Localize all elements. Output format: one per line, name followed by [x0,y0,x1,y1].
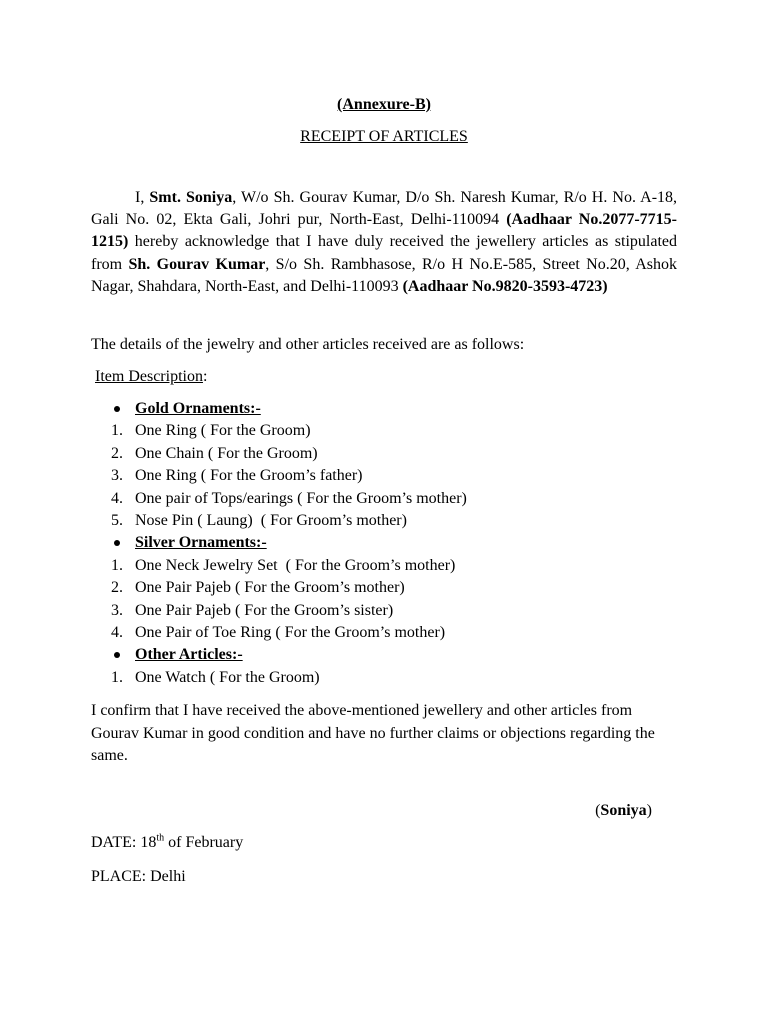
item-text: One Pair of Toe Ring ( For the Groom’s mother) [135,623,446,641]
giver-aadhaar: (Aadhaar No.9820-3593-4723) [402,277,608,295]
item-number: 1. [111,422,123,440]
item-text: Nose Pin ( Laung) ( For Groom’s mother) [135,511,407,529]
date-label: DATE: 18 [91,834,157,851]
item-text: One Ring ( For the Groom) [135,422,311,440]
list-item [0,420,768,442]
date-rest: of February [164,834,244,851]
list-item [0,510,768,532]
signature-name: Soniya [600,802,647,819]
intro-text-1: I, [135,189,150,206]
item-description-colon: : [202,368,208,385]
annexure-heading: (Annexure-B) [337,96,431,113]
place-line: PLACE: Delhi [91,868,186,885]
item-text: One Pair Pajeb ( For the Groom’s mother) [135,579,405,597]
item-number: 1. [111,668,123,686]
bullet-icon [114,406,120,412]
list-item [0,555,768,577]
list-item [0,667,768,689]
acknowledgement-paragraph [91,187,677,298]
intro-text-4: , S/o Sh. Rambhasose, R/o H No.E-585, Street No.20, Ashok Nagar, Shahdara, North-East, and Delhi-110093 [91,255,678,295]
section-heading-gold [0,398,768,420]
item-text: One Chain ( For the Groom) [135,444,318,462]
item-text: One Watch ( For the Groom) [135,668,320,686]
item-number: 3. [111,601,123,619]
item-number: 4. [111,489,123,507]
intro-text-3: hereby acknowledge that I have duly received the jewellery articles as stipulated from [91,233,677,273]
list-item [0,488,768,510]
signature [595,800,652,822]
signature-open-paren: ( [595,802,601,819]
bullet-icon [114,652,120,658]
articles-list [0,398,768,689]
document-title: RECEIPT OF ARTICLES [300,128,468,145]
list-item [0,600,768,622]
list-item [0,443,768,465]
item-text: One Pair Pajeb ( For the Groom’s sister) [135,601,394,619]
section-heading-silver [0,532,768,554]
confirmation-paragraph: I confirm that I have received the above-mentioned jewellery and other articles from Gourav Kumar in good condition and have no further claims or objections regarding the same. [91,702,655,764]
other-heading: Other Articles:- [135,646,243,664]
item-number: 2. [111,579,123,597]
silver-heading: Silver Ornaments:- [135,534,267,552]
item-number: 4. [111,623,123,641]
recipient-aadhaar: (Aadhaar No.2077-7715-1215) [91,211,678,251]
list-item [0,465,768,487]
list-item [0,622,768,644]
details-line: The details of the jewelry and other articles received are as follows: [91,336,525,353]
item-text: One Ring ( For the Groom’s father) [135,467,363,485]
item-number: 3. [111,467,123,485]
date-ordinal: th [156,832,165,844]
bullet-icon [114,540,120,546]
section-heading-other [0,644,768,666]
item-number: 5. [111,511,123,529]
recipient-name: Smt. Soniya [149,189,233,206]
date-line [91,832,243,854]
item-description-label: Item Description [95,368,203,385]
giver-name: Sh. Gourav Kumar [128,255,266,273]
gold-heading: Gold Ornaments:- [135,400,261,417]
signature-close-paren: ) [646,802,652,819]
list-item [0,577,768,599]
item-number: 2. [111,444,123,462]
intro-text-2: , W/o Sh. Gourav Kumar, D/o Sh. Naresh Kumar, R/o H. No. A-18, Gali No. 02, Ekta Gali, Johri pur, North-East, Delhi-110094 [91,189,678,229]
item-number: 1. [111,556,123,574]
item-text: One Neck Jewelry Set ( For the Groom’s mother) [135,556,456,574]
item-description-heading [95,366,207,388]
item-text: One pair of Tops/earings ( For the Groom’s mother) [135,489,467,507]
